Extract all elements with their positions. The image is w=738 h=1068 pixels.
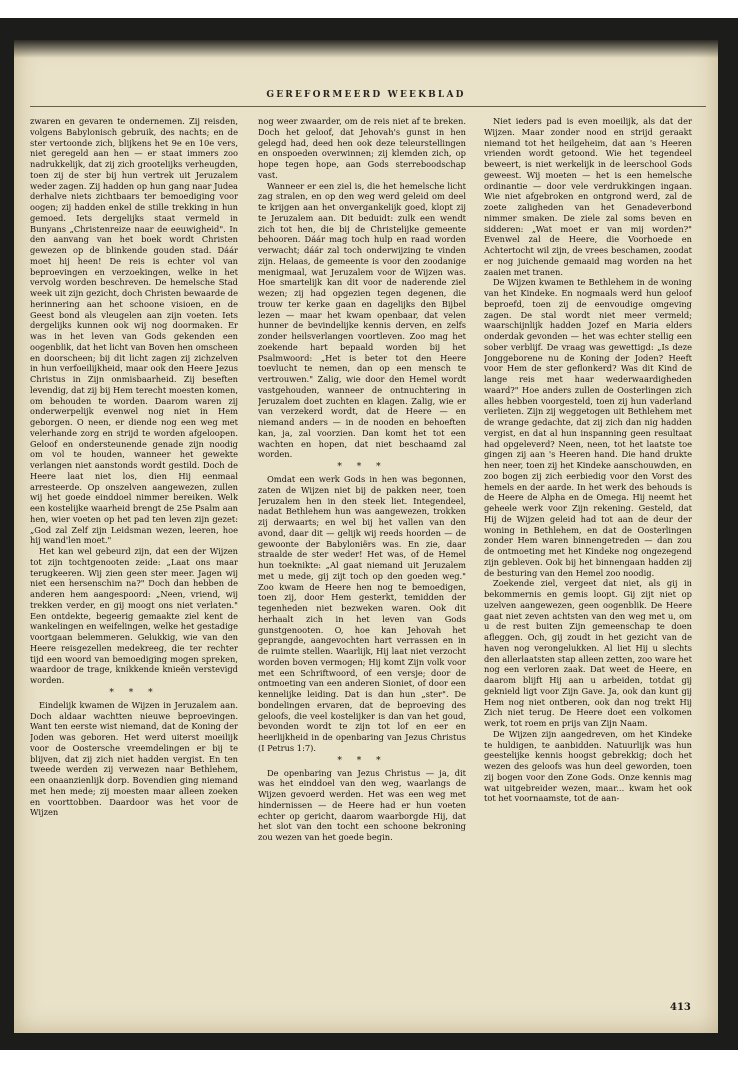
section-separator: * * * — [109, 687, 159, 698]
paragraph: De Wijzen zijn aangedreven, om het Kindeke te huldigen, te aanbidden. Natuurlijk was hun geestelijke kennis hoogst gebrekkig; doch het wezen des geloofs was hun deel geworden, toen zij bogen voor den Zone Gods. Onze kennis mag wat uitgebreider wezen, maar... kwam het ook tot het voornaamste, tot de aan- — [484, 728, 692, 804]
paragraph: Omdat een werk Gods in hen was begonnen, zaten de Wijzen niet bij de pakken neer, toen Jeruzalem hen in den steek liet. Integendeel, nadat Bethlehem hun was aangewezen, trokken zij derwaarts; en wel bij het vallen van den avond, daar dit — gelijk wij reeds hoorden — de gewoonte der Babyloniërs was. En zie, daar straalde de ster weder! Het was, of de Hemel hun toeknikte: „Al gaat niemand uit Jeruzalem met u mede, gij zijt toch op den goeden weg." Zoo kwam de Heere hen nog te bemoedigen, toen zij, door Hem gesterkt, temidden der tegenheden niet bezweken waren. Ook dit herhaalt zich in het leven van Gods gunstgenooten. O, hoe kan Jehovah het geprangde, aangevochten hart verrassen en in de ruimte stellen. Waarlijk, Hij laat niet verzocht worden boven vermogen; Hij komt Zijn volk voor met een Schriftwoord, of een versje; door de ontmoeting van een anderen Sioniet, of door een kennelijke leiding. Dat is dan hun „ster". De bondelingen ervaren, dat de beproeving des geloofs, die veel kostelijker is dan van het goud, bevonden wordt te zijn tot lof en eer en heerlijkheid in de openbaring van Jezus Christus (I Petrus 1:7). — [258, 474, 466, 753]
running-head: GEREFORMEERD WEEKBLAD — [266, 90, 466, 100]
paragraph: Zoekende ziel, vergeet dat niet, als gij in bekommernis en gemis loopt. Gij zijt niet op uzelven aangewezen, geen oogenblik. De Heere gaat niet zeven achtsten van den weg met u, om u de rest buiten Zijn gemeenschap te doen afleggen. Och, gij zoudt in het gezicht van de haven nog verongelukken. Al liet Hij u slechts den allerlaatsten stap alleen zetten, zoo ware het nog een verloren zaak. Dat weet de Heere, en daarom blijft Hij aan u arbeiden, totdat gij geknield ligt voor Zijn Gave. Ja, ook dan kunt gij Hem nog niet ontberen, ook dan nog trekt Hij Zich niet terug. De Heere doet een volkomen werk, tot roem en prijs van Zijn Naam. — [484, 578, 692, 728]
paragraph: Eindelijk kwamen de Wijzen in Jeruzalem aan. Doch aldaar wachtten nieuwe beproevingen. Want ten eerste wist niemand, dat de Koning der Joden was geboren. Het werd uiterst moeilijk voor de Oostersche vreemdelingen er bij te blijven, dat zij zich niet hadden vergist. En ten tweede werden zij verwezen naar Bethlehem, een onaanzienlijk dorp. Bovendien ging niemand met hen mede; zij moesten maar alleen zoeken en voorttobben. Daardoor was het voor de Wijzen — [30, 699, 238, 818]
page-number: 413 — [670, 1002, 691, 1013]
scan-edge-shadow — [14, 40, 718, 58]
section-separator: * * * — [337, 462, 387, 472]
paragraph: Niet ieders pad is even moeilijk, als dat der Wijzen. Maar zonder nood en strijd geraakt niemand tot het heilgeheim, dat aan 's Heeren vrienden wordt getoond. Wie het tegendeel beweert, is niet werkelijk in de leerschool Gods geweest. Wij moeten — het is een hemelsche ordinantie — door vele verdrukkingen ingaan. Wie niet afgebroken en ontgrond werd, zal de zoete zaligheden van het Genadeverbond nimmer smaken. De ziele zal soms beven en sidderen: „Wat moet er van mij worden?" Evenwel zal de Heere, die Voorhoede en Achtertocht wil zijn, de vrees beschamen, zoodat er nog juichende gemaaid mag worden na het zaaien met tranen. — [484, 116, 692, 277]
column-2 — [258, 116, 466, 996]
paragraph: De Wijzen kwamen te Bethlehem in de woning van het Kindeke. En nogmaals werd hun geloof beproefd, toen zij de eenvoudige omgeving zagen. De stal wordt niet meer vermeld; waarschijnlijk hadden Jozef en Maria elders onderdak gevonden — het was echter stellig een sober verblijf. De vraag was gewettigd: „Is deze Jonggeborene nu de Koning der Joden? Heeft voor Hem de ster geflonkerd? Was dit Kind de lange reis met haar wederwaardigheden waard?" Hoe anders zullen de Oosterlingen zich alles hebben voorgesteld, toen zij hun vaderland verlieten. Zijn zij weggetogen uit Bethlehem met de wrange gedachte, dat zij zich dan nig hadden vergist, en dat al hun inspanning geen resultaat had opgeleverd? Neen, neen, tot het laatste toe gingen zij aan 's Heeren hand. Die hand drukte hen neer, toen zij het Kindeke aanschouwden, en zoo bogen zij zich eerbiedig voor den Vorst des hemels en der aarde. In het werk des behouds is de Heere de Alpha en de Omega. Hij neemt het geheele werk voor Zijn rekening. Gesteld, dat Hij de Wijzen geleid had tot aan de deur der woning in Bethlehem, en dat de Oosterlingen zonder Hem waren binnengetreden — dan zou de ontmoeting met het Kindeke nog ongezegend zijn gebleven. Ook bij het binnengaan hadden zij de besturing van den Hemel zoo noodig. — [484, 277, 692, 578]
paragraph: Het kan wel gebeurd zijn, dat een der Wijzen tot zijn tochtgenooten zeide: „Laat ons maar terugkeeren. Wij zien geen ster meer. Jagen wij niet een hersenschim na?" Doch dan hebben de anderen hem aangespoord: „Neen, vriend, wij trekken verder, en gij moogt ons niet verlaten." Een ontdekte, begeerig gemaakte ziel kent de wankelingen en weifelingen, welke het gestadige voortgaan belemmeren. Gelukkig, wie van den Heere reisgezellen medekreeg, die ter rechter tijd een woord van bemoediging mogen spreken, waardoor de trage, knikkende knieën verstevigd worden. — [30, 546, 238, 685]
section-separator: * * * — [337, 755, 387, 766]
paragraph: nog weer zwaarder, om de reis niet af te breken. Doch het geloof, dat Jehovah's gunst in hen gelegd had, deed hen ook deze teleurstellingen en onspoeden overwinnen; zij klemden zich, op hope tegen hope, aan Gods sterreboodschap vast. — [258, 116, 466, 180]
magazine-page — [14, 40, 718, 1033]
paragraph: De openbaring van Jezus Christus — ja, dit was het einddoel van den weg, waarlangs de Wijzen gevoerd werden. Het was een weg met hindernissen — de Heere had er hun voeten echter op gericht, daarom waarborgde Hij, dat het slot van den tocht een schoone bekroning zou wezen van het goede begin. — [258, 767, 466, 842]
header-rule — [30, 106, 706, 107]
column-1 — [30, 116, 238, 996]
paragraph: Wanneer er een ziel is, die het hemelsche licht zag stralen, en op den weg werd geleid om deel te krijgen aan het onvergankelijk goed, klopt zij te Jeruzalem aan. Dit beduidt: zulk een wendt zich tot hen, die bij de Christelijke gemeente behooren. Dáár mag toch hulp en raad worden verwacht; dáár zal toch onderwijzing te vinden zijn. Helaas, de gemeente is voor den zoodanige menigmaal, wat Jeruzalem voor de Wijzen was. Hoe smartelijk kan dit voor de naderende ziel wezen; zij had opgezien tegen degenen, die trouw ter kerke gaan en dagelijks den Bijbel lezen — maar het kwam openbaar, dat velen hunner de bevindelijke kennis derven, en zelfs zonder heilsverlangen voortleven. Zoo mag het zoekende hart bepaald worden bij het Psalmwoord: „Het is beter tot den Heere toevlucht te nemen, dan op een mensch te vertrouwen." Zalig, wie door den Hemel wordt vastgehouden, wanneer de ontnuchtering in Jeruzalem doet zuchten en klagen. Zalig, wie er van verzekerd wordt, dat de Heere — en niemand anders — in de nooden en behoeften kan, ja, zal voorzien. Dan komt het tot een wachten en hopen, dat niet beschaamd zal worden. — [258, 180, 466, 460]
paragraph: zwaren en gevaren te ondernemen. Zij reisden, volgens Babylonisch gebruik, des nachts; en de ster vertoonde zich, blijkens het 9e en 10e vers, niet geregeld aan hen — er staat immers zoo nadrukkelijk, dat zij zich grootelijks verheugden, toen zij de ster bij hun vertrek uit Jeruzalem weder zagen. Zij hadden op hun gang naar Judea derhalve niets zichtbaars ter bemoediging voor oogen; zij hadden enkel de stille trekking in hun gemoed. Iets dergelijks staat vermeld in Bunyans „Christenreize naar de eeuwigheid". In den aanvang van het boek wordt Christen gewezen op de blinkende gouden stad. Dáár moet hij heen! De reis is echter vol van beproevingen en verzoekingen, welke in het vervolg worden beschreven. De hemelsche Stad week uit zijn gezicht, doch Christen bewaarde de herinnering aan het schoone visioen, en de Geest bond als vleugelen aan zijn voeten. Iets dergelijks kunnen ook wij nog doormaken. Er was in het leven van Gods gekenden een oogenblik, dat het licht van Boven hen omscheen en doorscheen; bij dit licht zagen zij zichzelven in hun verfoeilijkheid, maar ook den Heere Jezus Christus in Zijn onmisbaarheid. Zij beseften levendig, dat zij bij Hem terecht moesten komen, om behouden te worden. Daarom waren zij onderwerpelijk evenwel nog niet in Hem geborgen. O neen, er diende nog een weg met velerhande zorg en strijd te worden afgeloopen. Geloof en ondersteunende genade zijn noodig om vol te houden, wanneer het gewekte verlangen niet aanstonds wordt gestild. Doch de Heere laat niet los, dien Hij eenmaal arresteerde. Op onszelven aangewezen, zullen wij het goede einddoel nimmer bereiken. Welk een kostelijke waarheid brengt de 25e Psalm aan hen, wier voeten op het pad ten leven zijn gezet: „God zal Zelf zijn Leidsman wezen, leeren, hoe hij wand'len moet." — [30, 116, 238, 546]
column-3 — [484, 116, 692, 996]
